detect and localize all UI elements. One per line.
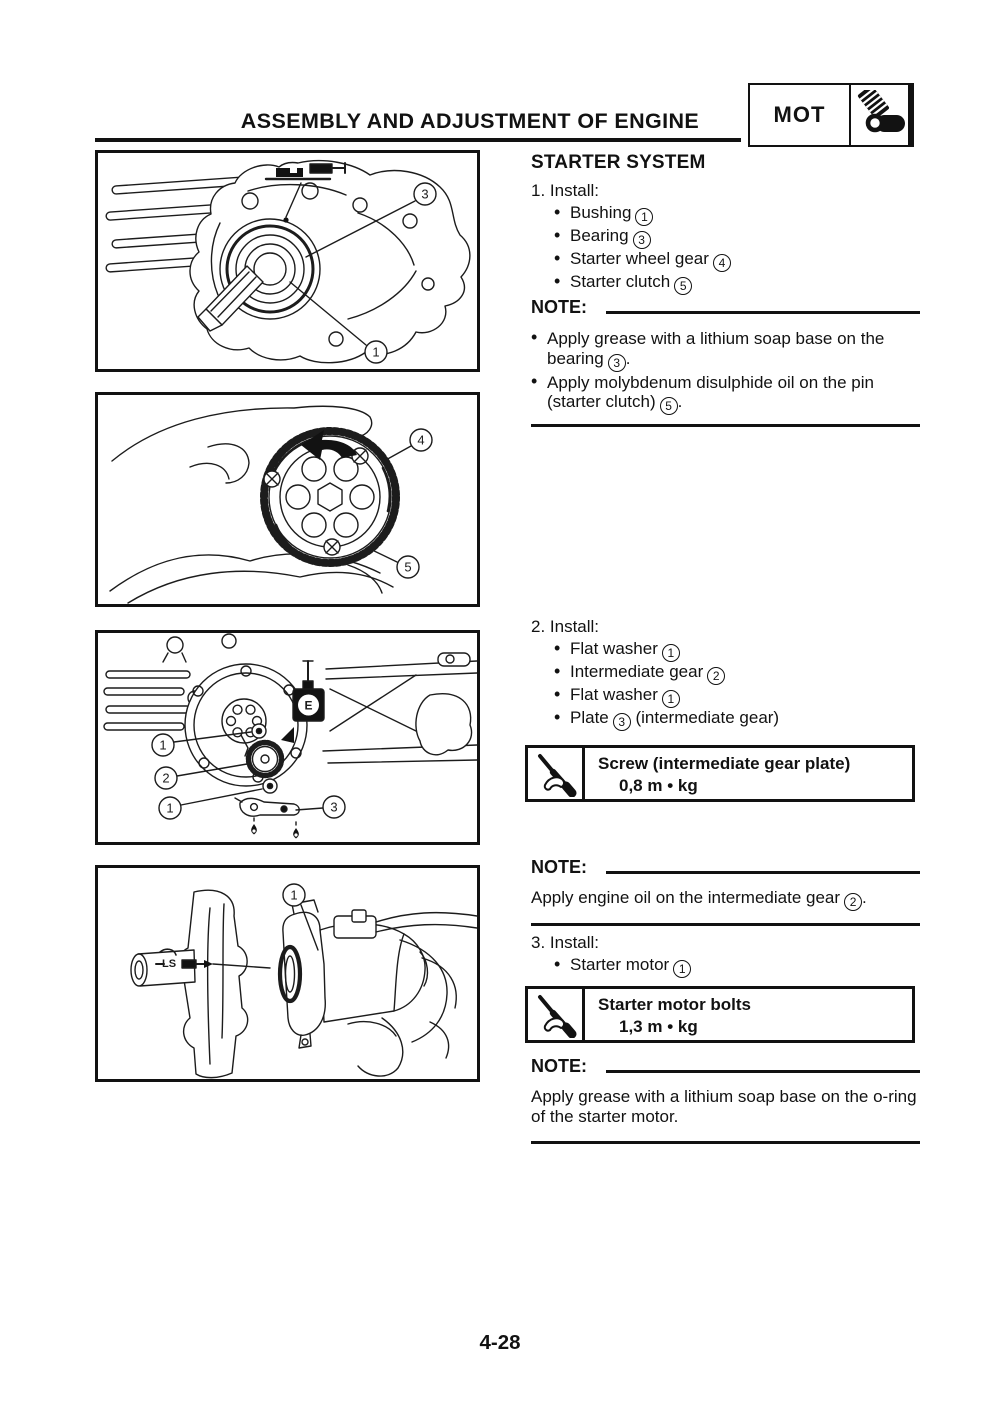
- torque-box-2: [531, 986, 920, 1043]
- crankcase-face: [185, 664, 307, 786]
- note2-block: [531, 857, 920, 926]
- list-item: • Starter wheel gear 4: [554, 249, 920, 272]
- note-item: • Apply grease with a lithium soap base on the bearing 3 .: [531, 329, 920, 372]
- figure-crankcase-bearing: [95, 150, 480, 372]
- svg-text:1: 1: [372, 344, 380, 360]
- svg-text:2: 2: [162, 770, 170, 786]
- callout-5: [368, 548, 419, 578]
- note-rule: [606, 311, 920, 314]
- torque-wrench-icon: [528, 748, 585, 799]
- starter-wheel-gear-drawing: [264, 431, 396, 563]
- circled-number: 1: [635, 208, 653, 226]
- circled-number: 1: [662, 644, 680, 662]
- torque-value: 1,3 m • kg: [619, 1017, 698, 1036]
- section-end-rule: [531, 1141, 920, 1144]
- note3-block: [531, 1056, 920, 1144]
- intermediate-gear-drawing: [249, 743, 282, 776]
- section-end-rule: [531, 424, 920, 427]
- engine-icon: [849, 85, 908, 145]
- torque-box-1: [531, 745, 920, 802]
- svg-text:5: 5: [404, 559, 412, 575]
- section-end-rule: [531, 923, 920, 926]
- note1-block: [531, 297, 920, 427]
- list-item: • Intermediate gear 2: [554, 662, 920, 685]
- note-label: NOTE:: [531, 1056, 587, 1076]
- text-column: [531, 150, 920, 1160]
- note-label: NOTE:: [531, 857, 587, 877]
- step3-items: [531, 955, 920, 978]
- circled-number: 3: [633, 231, 651, 249]
- list-item: • Plate 3 (intermediate gear): [554, 708, 920, 731]
- svg-text:4: 4: [417, 432, 425, 448]
- circled-number: 1: [673, 960, 691, 978]
- torque-wrench-icon: [528, 989, 585, 1040]
- list-item: • Bearing 3: [554, 226, 920, 249]
- page-title: ASSEMBLY AND ADJUSTMENT OF ENGINE: [240, 109, 700, 133]
- page-number: 4-28: [479, 1331, 521, 1354]
- note-text: Apply grease with a lithium soap base on the o-ring of the starter motor.: [531, 1087, 917, 1126]
- step1-block: [531, 152, 920, 295]
- circled-number: 2: [844, 893, 862, 911]
- circled-number: 3: [608, 354, 626, 372]
- torque-item-name: Starter motor bolts: [598, 995, 752, 1014]
- step2-block: [531, 617, 920, 731]
- note-rule: [606, 871, 920, 874]
- svg-text:1: 1: [166, 800, 174, 816]
- svg-text:3: 3: [330, 799, 338, 815]
- list-item: • Starter motor 1: [554, 955, 920, 978]
- step2-label: 2. Install:: [531, 617, 600, 636]
- callout-4: [384, 429, 432, 461]
- step1-label: 1. Install:: [531, 181, 600, 200]
- circled-number: 5: [674, 277, 692, 295]
- screw: [324, 539, 340, 555]
- torque-item-name: Screw (intermediate gear plate): [598, 754, 851, 773]
- section-badge: [748, 83, 914, 147]
- crankcase-fragment: [131, 890, 248, 1077]
- note1-items: [531, 329, 920, 415]
- list-item: • Starter clutch 5: [554, 272, 920, 295]
- svg-text:LS: LS: [162, 958, 177, 970]
- callout-3: [296, 796, 345, 818]
- title-rule: [95, 138, 741, 142]
- note-text: Apply engine oil on the intermediate gear 2 .: [531, 888, 867, 909]
- top-fittings: [163, 634, 236, 662]
- svg-text:1: 1: [159, 737, 167, 753]
- figure-intermediate-gear: [95, 630, 480, 845]
- oil-drips: [251, 818, 299, 839]
- screw: [264, 471, 280, 487]
- figure-starter-wheel-gear: [95, 392, 480, 607]
- list-item: • Flat washer 1: [554, 685, 920, 708]
- list-item: • Bushing 1: [554, 203, 920, 226]
- section-title: STARTER SYSTEM: [531, 152, 706, 173]
- swingarm: [323, 653, 477, 763]
- circled-number: 2: [707, 667, 725, 685]
- svg-text:3: 3: [421, 186, 429, 202]
- step2-items: [531, 639, 920, 731]
- figure-starter-motor: [95, 865, 480, 1082]
- step1-items: [531, 203, 920, 295]
- badge-label: MOT: [773, 102, 826, 127]
- circled-number: 1: [662, 690, 680, 708]
- list-item: • Flat washer 1: [554, 639, 920, 662]
- note-rule: [606, 1070, 920, 1073]
- svg-text:1: 1: [290, 887, 298, 903]
- circled-number: 5: [660, 397, 678, 415]
- screw: [352, 448, 368, 464]
- step3-label: 3. Install:: [531, 933, 600, 952]
- note-item: • Apply molybdenum disulphide oil on the pin (starter clutch) 5 .: [531, 373, 920, 416]
- note-label: NOTE:: [531, 297, 587, 317]
- step3-block: [531, 933, 920, 978]
- circled-number: 3: [613, 713, 631, 731]
- svg-text:E: E: [304, 698, 313, 713]
- circled-number: 4: [713, 254, 731, 272]
- torque-value: 0,8 m • kg: [619, 776, 698, 795]
- engine-cylinder-glyph: [857, 90, 905, 132]
- gear-plate: [235, 798, 299, 816]
